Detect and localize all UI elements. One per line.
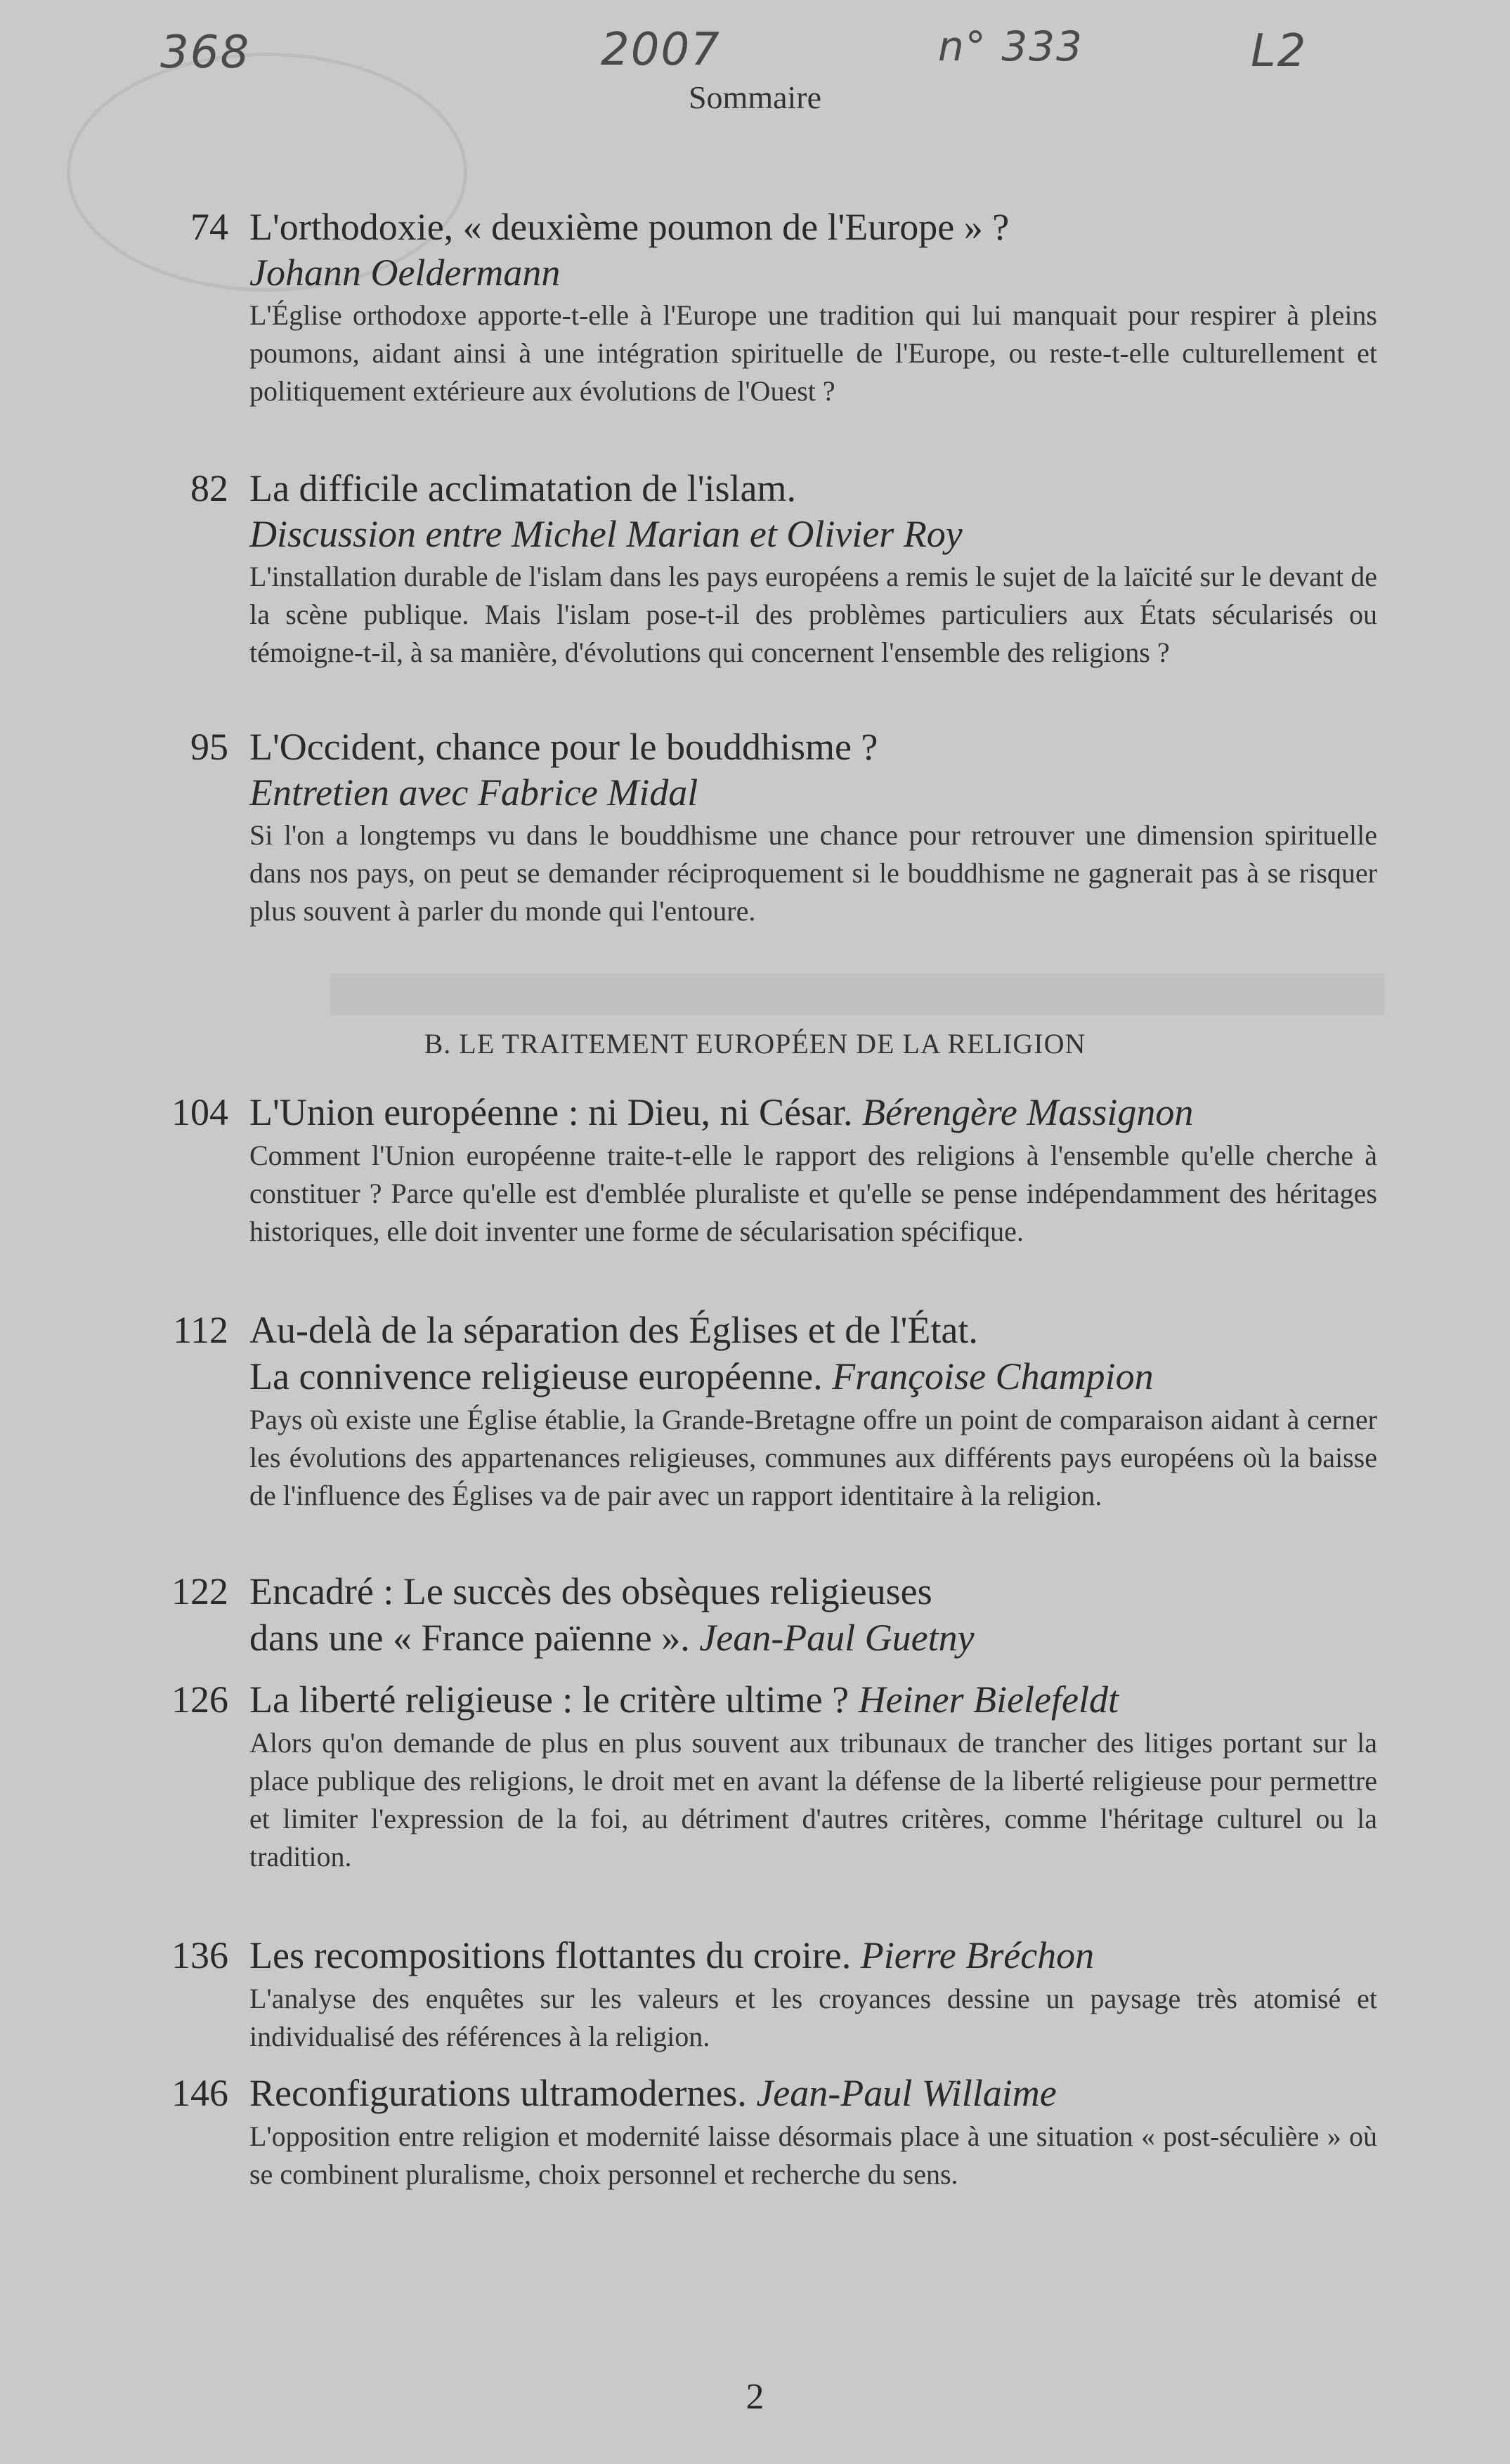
entry-title-text: La liberté religieuse : le critère ultime ? xyxy=(249,1678,850,1721)
entry-author: Jean-Paul Guetny xyxy=(699,1617,975,1659)
entry-title-text: Reconfigurations ultramodernes. xyxy=(249,2072,747,2114)
handwritten-note-1: 368 xyxy=(160,27,251,79)
entry-title-line2 xyxy=(249,1353,1377,1400)
entry-abstract: Si l'on a longtemps vu dans le bouddhisme une chance pour retrouver une dimension spirituelle dans nos pays, on peut se demander réciproquement si le bouddhisme ne gagnerait pas à se risquer plus souvent à parler du monde qui l'entoure. xyxy=(249,819,1377,927)
entry-title xyxy=(249,1932,1377,1979)
page-number: 2 xyxy=(746,2377,764,2417)
show-through-text xyxy=(330,973,1384,1015)
entry-body xyxy=(249,1307,1377,1515)
entry-body xyxy=(249,1568,1377,1661)
page-title: Sommaire xyxy=(688,79,822,115)
entry-title-text: Les recompositions flottantes du croire. xyxy=(249,1934,852,1976)
entry-title: L'orthodoxie, « deuxième poumon de l'Europe » ? xyxy=(249,206,1010,248)
entry-title: L'Occident, chance pour le bouddhisme ? xyxy=(249,726,878,768)
entry-author: Entretien avec Fabrice Midal xyxy=(249,771,698,814)
entry-author: Discussion entre Michel Marian et Olivier Roy xyxy=(249,513,963,555)
entry-abstract: Alors qu'on demande de plus en plus souvent aux tribunaux de trancher des litiges portant sur la place publique des religions, le droit met en avant la défense de la liberté religieuse pour permettre et limiter l'expression de la foi, au détriment d'autres critères, comme l'héritage culturel ou la tradition. xyxy=(249,1727,1377,1872)
entry-body xyxy=(249,724,1377,930)
entry-author: Pierre Bréchon xyxy=(860,1934,1095,1976)
handwritten-note-2: 2007 xyxy=(601,24,721,76)
entry-page-number: 82 xyxy=(190,467,228,509)
entry-body xyxy=(249,465,1377,672)
entry-page-number: 95 xyxy=(190,726,228,768)
entry-author: Jean-Paul Willaime xyxy=(756,2072,1057,2114)
entry-body xyxy=(249,1932,1377,2056)
entry-author: Heiner Bielefeldt xyxy=(858,1678,1119,1721)
entry-abstract: L'opposition entre religion et modernité laisse désormais place à une situation « post-séculière » où se combinent pluralisme, choix personnel et recherche du sens. xyxy=(249,2120,1377,2190)
entry-abstract: Comment l'Union européenne traite-t-elle le rapport des religions à l'ensemble qu'elle cherche à constituer ? Parce qu'elle est d'emblée pluraliste et qu'elle se pense indépendamment des héritages historiques, elle doit inventer une forme de sécularisation spécifique. xyxy=(249,1140,1377,1247)
entry-page-number: 74 xyxy=(190,206,228,248)
entry-body xyxy=(249,204,1377,410)
entry-abstract: Pays où existe une Église établie, la Grande-Bretagne offre un point de comparaison aidant à cerner les évolutions des appartenances religieuses, communes aux différents pays européens où la baisse de l'influence des Églises va de pair avec un rapport identitaire à la religion. xyxy=(249,1404,1377,1511)
entry-body xyxy=(249,2070,1377,2194)
entry-title-line2 xyxy=(249,1615,1377,1661)
entry-page-number: 122 xyxy=(171,1570,228,1612)
entry-page-number: 136 xyxy=(171,1934,228,1976)
section-heading: B. LE TRAITEMENT EUROPÉEN DE LA RELIGION xyxy=(424,1028,1086,1060)
handwritten-note-3: n° 333 xyxy=(938,22,1083,70)
entry-body xyxy=(249,1676,1377,1876)
entry-page-number: 104 xyxy=(171,1091,228,1133)
entry-title-text: L'Union européenne : ni Dieu, ni César. xyxy=(249,1091,853,1133)
entry-title xyxy=(249,2070,1377,2116)
entry-page-number: 112 xyxy=(173,1309,228,1351)
entry-title xyxy=(249,1089,1377,1135)
handwritten-note-4: L2 xyxy=(1251,25,1308,77)
entry-author: Johann Oeldermann xyxy=(249,252,561,294)
entry-page-number: 146 xyxy=(171,2072,228,2114)
entry-body xyxy=(249,1089,1377,1251)
entry-title: Encadré : Le succès des obsèques religieuses xyxy=(249,1570,932,1612)
entry-title xyxy=(249,1676,1377,1723)
entry-author: Françoise Champion xyxy=(832,1355,1154,1397)
entry-abstract: L'analyse des enquêtes sur les valeurs et les croyances dessine un paysage très atomisé et individualisé des références à la religion. xyxy=(249,1983,1377,2052)
entry-author: Bérengère Massignon xyxy=(862,1091,1194,1133)
entry-title: Au-delà de la séparation des Églises et de l'État. xyxy=(249,1309,978,1351)
entry-title-text: La connivence religieuse européenne. xyxy=(249,1355,823,1397)
entry-abstract: L'installation durable de l'islam dans les pays européens a remis le sujet de la laïcité sur le devant de la scène publique. Mais l'islam pose-t-il des problèmes particuliers aux États sécularisés ou témoigne-t-il, à sa manière, d'évolutions qui concernent l'ensemble des religions ? xyxy=(249,561,1377,668)
entry-title-text: dans une « France païenne ». xyxy=(249,1617,690,1659)
entry-page-number: 126 xyxy=(171,1678,228,1721)
entry-title: La difficile acclimatation de l'islam. xyxy=(249,467,796,509)
entry-abstract: L'Église orthodoxe apporte-t-elle à l'Europe une tradition qui lui manquait pour respirer à pleins poumons, aidant ainsi à une intégration spirituelle de l'Europe, ou reste-t-elle culturellement et politiquement extérieure aux évolutions de l'Ouest ? xyxy=(249,299,1377,407)
